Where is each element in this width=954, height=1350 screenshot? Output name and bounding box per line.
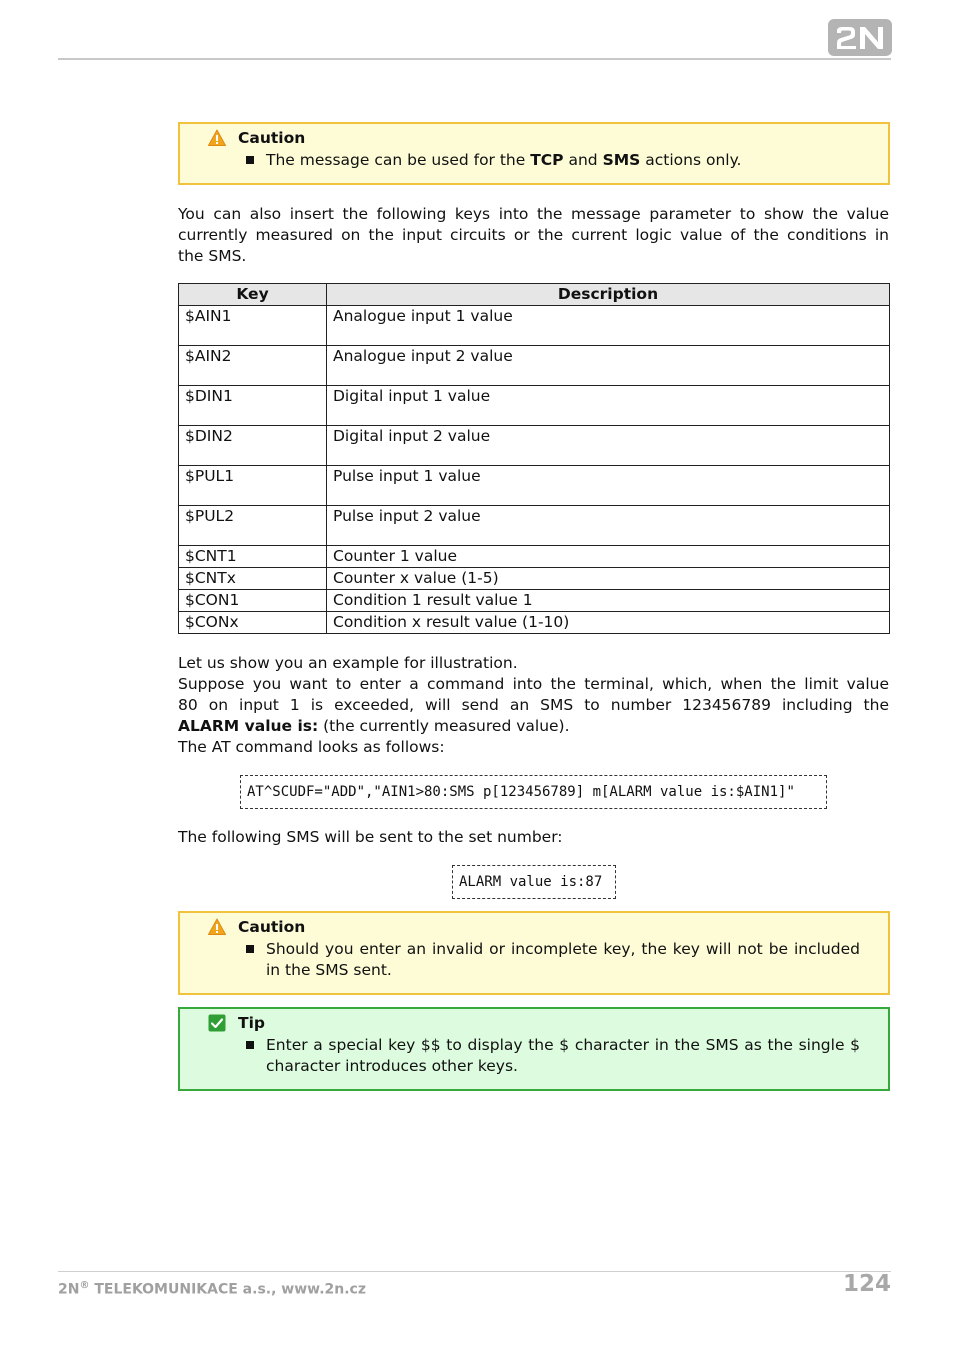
- caution-title: Caution: [238, 129, 306, 147]
- tip-header: [208, 1014, 265, 1032]
- alarm-bold-label: ALARM value is:: [178, 717, 319, 735]
- caution-text: The message can be used for the: [266, 151, 531, 169]
- example-paragraph: [178, 653, 889, 758]
- footer-brand: 2N: [58, 1281, 80, 1298]
- caution-bold-sms: SMS: [602, 151, 641, 169]
- bullet-icon: [246, 1041, 254, 1049]
- intro-line: the SMS.: [178, 247, 247, 265]
- page-number: 124: [842, 1271, 891, 1297]
- intro-paragraph: [178, 204, 889, 267]
- caution-item: [266, 150, 860, 171]
- caution-header: [208, 918, 305, 936]
- key-cell: $AIN2: [179, 346, 327, 386]
- key-cell: $CNTx: [179, 568, 327, 590]
- sms-example-code: ALARM value is:87: [452, 865, 616, 899]
- example-line: Suppose you want to enter a command into the terminal, which, when the limit value: [178, 675, 889, 693]
- table-row: [179, 546, 890, 568]
- example-line: Let us show you an example for illustration.: [178, 654, 518, 672]
- footer-rule: [58, 1271, 891, 1272]
- keys-table: [178, 283, 890, 634]
- description-cell: Analogue input 1 value: [327, 306, 890, 346]
- key-cell: $DIN1: [179, 386, 327, 426]
- key-cell: $CNT1: [179, 546, 327, 568]
- description-cell: Counter 1 value: [327, 546, 890, 568]
- tip-item: [266, 1035, 860, 1077]
- tip-title: Tip: [238, 1014, 265, 1032]
- example-line: The AT command looks as follows:: [178, 738, 445, 756]
- registered-mark: ®: [79, 1280, 90, 1291]
- caution-title: Caution: [238, 918, 306, 936]
- description-cell: Pulse input 2 value: [327, 506, 890, 546]
- column-header-description: Description: [327, 284, 890, 306]
- description-cell: Pulse input 1 value: [327, 466, 890, 506]
- description-cell: Analogue input 2 value: [327, 346, 890, 386]
- caution-item: [266, 939, 860, 981]
- tip-text: Enter a special key $$ to display the $ character in the SMS as the single $ character introduces other keys.: [266, 1036, 860, 1075]
- key-cell: $DIN2: [179, 426, 327, 466]
- table-row: [179, 346, 890, 386]
- table-row: [179, 426, 890, 466]
- example-text: (the currently measured value).: [318, 717, 570, 735]
- footer-company-text: TELEKOMUNIKACE a.s., www.2n.cz: [89, 1281, 366, 1298]
- description-cell: Digital input 1 value: [327, 386, 890, 426]
- description-cell: Condition 1 result value 1: [327, 590, 890, 612]
- warning-icon: [208, 918, 226, 936]
- table-header-row: [179, 284, 890, 306]
- caution-text: and: [563, 151, 603, 169]
- table-row: [179, 612, 890, 634]
- example-line: 80 on input 1 is exceeded, will send an SMS to number 123456789 including the: [178, 696, 889, 714]
- caution-box: [178, 122, 890, 185]
- key-cell: $PUL1: [179, 466, 327, 506]
- description-cell: Counter x value (1-5): [327, 568, 890, 590]
- bullet-icon: [246, 156, 254, 164]
- table-row: [179, 568, 890, 590]
- example-line: [178, 716, 889, 737]
- 2n-logo: [828, 19, 892, 56]
- table-row: [179, 466, 890, 506]
- key-cell: $AIN1: [179, 306, 327, 346]
- warning-icon: [208, 129, 226, 147]
- sms-intro-line: The following SMS will be sent to the set number:: [178, 828, 563, 846]
- tip-box: [178, 1007, 890, 1091]
- table-row: [179, 590, 890, 612]
- header-rule: [58, 58, 891, 60]
- description-cell: Condition x result value (1-10): [327, 612, 890, 634]
- table-row: [179, 306, 890, 346]
- caution-header: [208, 129, 305, 147]
- checkmark-icon: [208, 1014, 226, 1032]
- table-row: [179, 506, 890, 546]
- key-cell: $PUL2: [179, 506, 327, 546]
- bullet-icon: [246, 945, 254, 953]
- intro-line: You can also insert the following keys into the message parameter to show the value: [178, 205, 889, 223]
- caution-text: actions only.: [640, 151, 742, 169]
- key-cell: $CONx: [179, 612, 327, 634]
- sms-intro: [178, 827, 889, 848]
- column-header-key: Key: [179, 284, 327, 306]
- description-cell: Digital input 2 value: [327, 426, 890, 466]
- intro-line: currently measured on the input circuits or the current logic value of the conditions in: [178, 226, 889, 244]
- key-cell: $CON1: [179, 590, 327, 612]
- table-row: [179, 386, 890, 426]
- caution-box: [178, 911, 890, 995]
- at-command-code: AT^SCUDF="ADD","AIN1>80:SMS p[123456789] m[ALARM value is:$AIN1]": [240, 775, 827, 809]
- caution-text: Should you enter an invalid or incomplete key, the key will not be included in the SMS sent.: [266, 940, 860, 979]
- footer-company: [58, 1280, 366, 1298]
- caution-bold-tcp: TCP: [530, 151, 564, 169]
